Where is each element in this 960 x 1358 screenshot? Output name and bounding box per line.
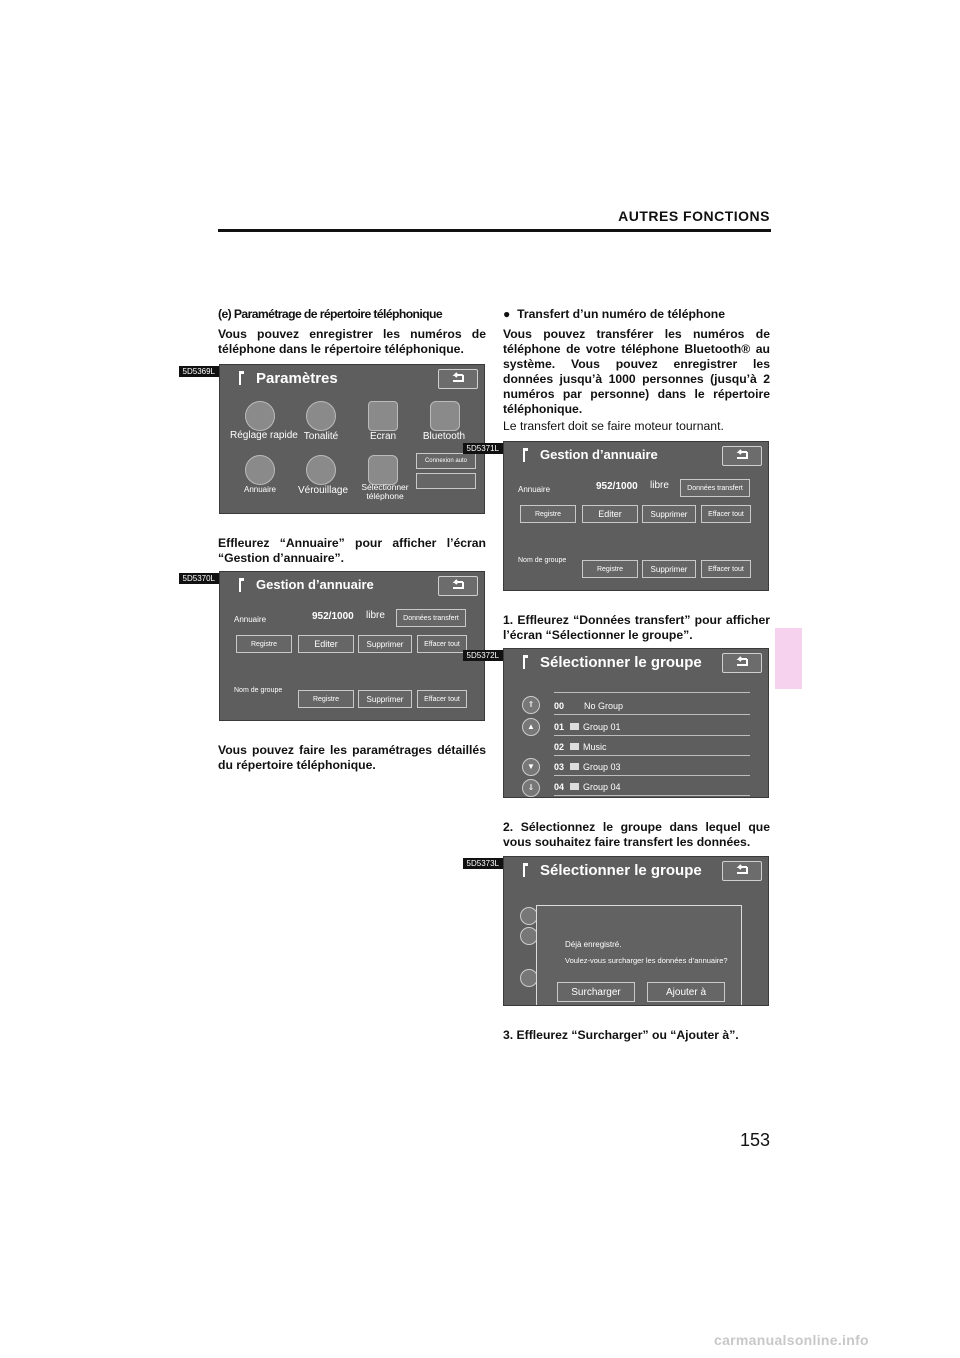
editer-button[interactable]: Editer [298,635,354,653]
page-number: 153 [739,1130,770,1150]
item-verouillage[interactable]: Vérouillage [297,485,349,496]
group-number: 02 [554,741,565,752]
phone-icon [522,447,530,463]
figure-code: 5D5370L [179,573,219,584]
back-button[interactable] [722,861,762,881]
group-name: No Group [584,700,624,711]
screen-title: Gestion d’annuaire [256,577,374,592]
select-phone-icon [368,455,398,485]
back-arrow-icon [439,370,477,388]
phonebook-icon [245,455,275,485]
group-name: Group 04 [583,781,621,792]
list-item[interactable] [554,718,750,736]
empty-button[interactable] [416,473,476,489]
screen-icon [368,401,398,431]
entry-count: 952/1000 [596,481,638,492]
screen-title: Sélectionner le groupe [540,654,702,671]
connexion-auto-button[interactable]: Connexion auto [416,453,476,469]
right-intro: Vous pouvez transférer les numéros de téléphone de votre téléphone Bluetooth® au système. Vous pouvez enregistrer les données jusqu’à 1000 personnes (jusqu’à 2 numéros par personne) dans le répertoire téléphonique. [503,327,770,416]
groupe-effacer-tout-button[interactable]: Effacer tout [701,560,751,578]
group-name: Music [583,741,607,752]
groupe-supprimer-button[interactable]: Supprimer [358,690,412,708]
group-name: Group 03 [583,761,621,772]
item-ecran[interactable]: Ecran [369,431,397,442]
phone-icon [238,370,246,386]
groupe-supprimer-button[interactable]: Supprimer [642,560,696,578]
phone-icon [522,654,530,670]
lock-icon [306,455,336,485]
annuaire-label: Annuaire [234,615,267,624]
back-arrow-icon [723,654,761,672]
annuaire-label: Annuaire [518,485,551,494]
groupe-label: Nom de groupe [518,557,567,564]
donnees-transfert-button[interactable]: Données transfert [396,609,466,627]
figure-code: 5D5369L [179,366,219,377]
left-step1: Effleurez “Annuaire” pour afficher l’écran “Gestion d’annuaire”. [218,536,486,565]
page-up-icon[interactable]: ⇑ [522,696,540,714]
scroll-up-icon[interactable]: ▲ [522,718,540,736]
section-heading: (e) Paramétrage de répertoire téléphonique [218,307,443,321]
back-button[interactable] [438,369,478,389]
groupe-registre-button[interactable]: Registre [582,560,638,578]
back-arrow-icon [723,447,761,465]
list-separator [554,675,750,693]
back-button[interactable] [722,446,762,466]
watermark: carmanualsonline.info [714,1332,869,1348]
right-step3: 3. Effleurez “Surcharger” ou “Ajouter à”. [503,1028,739,1042]
group-number: 00 [554,700,565,711]
group-number: 01 [554,721,565,732]
section-header: AUTRES FONCTIONS [618,208,770,224]
editer-button[interactable]: Editer [582,505,638,523]
screen-title: Sélectionner le groupe [540,862,702,879]
group-icon [570,783,579,790]
groupe-effacer-tout-button[interactable]: Effacer tout [417,690,467,708]
list-item[interactable] [554,758,750,776]
chapter-tab [775,628,802,689]
back-arrow-icon [723,862,761,880]
item-annuaire[interactable]: Annuaire [243,485,277,494]
free-label: libre [366,610,385,621]
left-outro: Vous pouvez faire les paramétrages détaillés du répertoire téléphonique. [218,743,486,772]
effacer-tout-button[interactable]: Effacer tout [417,635,467,653]
groupe-label: Nom de groupe [234,687,283,694]
right-note: Le transfert doit se faire moteur tournant. [503,419,724,433]
dialog-line2: Voulez-vous surcharger les données d’annuaire? [565,956,728,965]
screen-title: Paramètres [256,370,338,387]
phone-icon [238,577,246,593]
item-selectionner-telephone[interactable]: Sélectionner téléphone [361,482,409,501]
donnees-transfert-button[interactable]: Données transfert [680,479,750,497]
list-item[interactable] [554,738,750,756]
group-number: 03 [554,761,565,772]
registre-button[interactable]: Registre [520,505,576,523]
list-item[interactable] [554,697,750,715]
bullet-icon: ● [503,307,518,321]
groupe-registre-button[interactable]: Registre [298,690,354,708]
group-name: Group 01 [583,721,621,732]
bullet-heading-text: Transfert d’un numéro de téléphone [517,307,726,321]
item-reglage-rapide[interactable]: Réglage rapide [230,430,298,441]
group-icon [570,723,579,730]
right-step2: 2. Sélectionnez le groupe dans lequel que vous souhaitez faire transfert les données. [503,820,770,849]
phone-icon [522,862,530,878]
right-step1: 1. Effleurez “Données transfert” pour afficher l’écran “Sélectionner le groupe”. [503,613,770,642]
page-down-icon[interactable]: ⇓ [522,779,540,797]
ajouter-button[interactable]: Ajouter à [647,982,725,1002]
left-intro: Vous pouvez enregistrer les numéros de téléphone dans le répertoire téléphonique. [218,327,486,356]
figure-code: 5D5373L [463,858,503,869]
effacer-tout-button[interactable]: Effacer tout [701,505,751,523]
surcharger-button[interactable]: Surcharger [557,982,635,1002]
back-button[interactable] [722,653,762,673]
list-item[interactable] [554,778,750,796]
item-tonalite[interactable]: Tonalité [303,431,339,442]
group-number: 04 [554,781,565,792]
entry-count: 952/1000 [312,611,354,622]
item-bluetooth[interactable]: Bluetooth [422,431,466,442]
back-arrow-icon [439,577,477,595]
bluetooth-phone-icon [430,401,460,431]
screen-title: Gestion d’annuaire [540,447,658,462]
figure-code: 5D5372L [463,650,503,661]
header-rule [218,229,771,232]
supprimer-button[interactable]: Supprimer [358,635,412,653]
figure-code: 5D5371L [463,443,503,454]
free-label: libre [650,480,669,491]
confirm-dialog [536,905,742,1006]
supprimer-button[interactable]: Supprimer [642,505,696,523]
group-icon [570,743,579,750]
quick-setting-icon [245,401,275,431]
group-icon [570,763,579,770]
dialog-line1: Déjà enregistré. [565,940,622,949]
tone-icon [306,401,336,431]
scroll-down-icon[interactable]: ▼ [522,758,540,776]
back-button[interactable] [438,576,478,596]
bullet-heading [503,307,771,322]
registre-button[interactable]: Registre [236,635,292,653]
